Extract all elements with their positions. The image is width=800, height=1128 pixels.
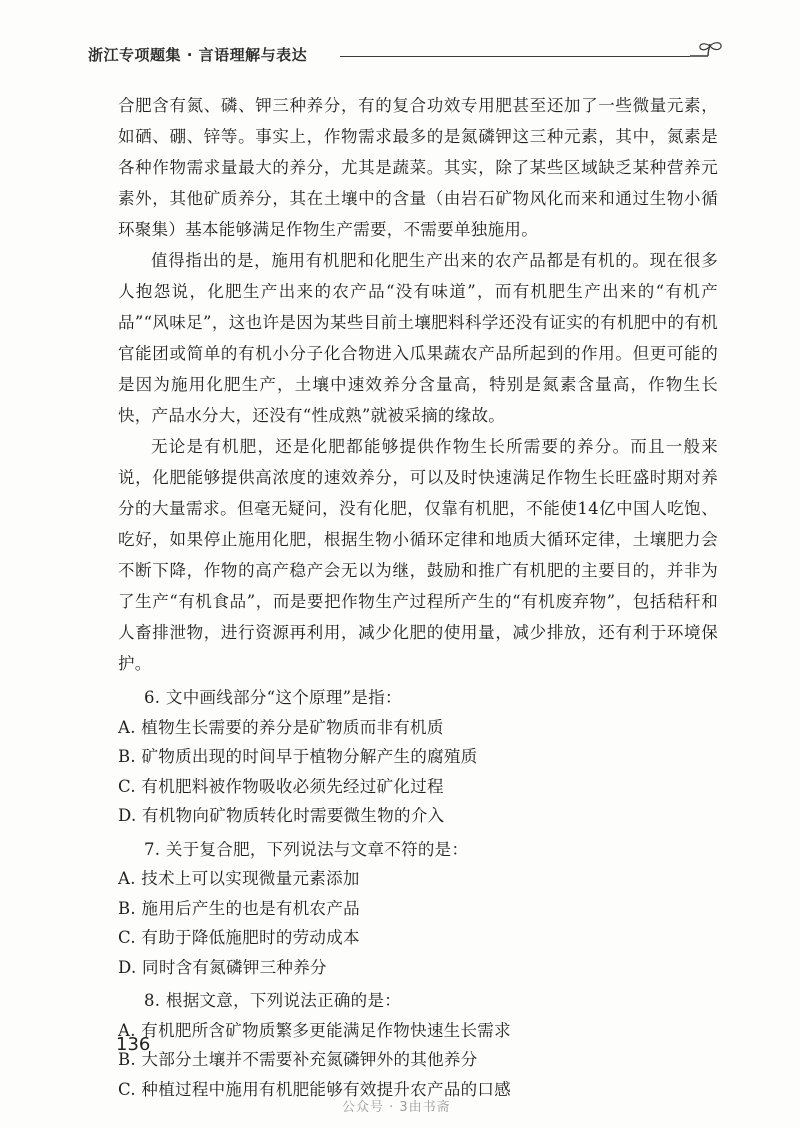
option-b[interactable]: B. 矿物质出现的时间早于植物分解产生的腐殖质 (118, 747, 478, 766)
option-a[interactable]: A. 有机肥所含矿物质繁多更能满足作物快速生长需求 (118, 1020, 511, 1040)
option-c[interactable]: C. 有助于降低施肥时的劳动成本 (118, 928, 360, 947)
sprout-icon (688, 40, 728, 70)
option-d[interactable]: D. 同时含有氮磷钾三种养分 (118, 957, 327, 977)
question-8 (118, 986, 718, 1104)
question-stem: 8. 根据文意，下列说法正确的是： (144, 991, 402, 1010)
page-header (88, 38, 728, 78)
question-7 (118, 835, 718, 983)
header-rule (340, 56, 690, 57)
paragraph-1: 合肥含有氮、磷、钾三种养分，有的复合功效专用肥甚至还加了一些微量元素，如硒、硼、锌等。事实上，作物需求最多的是氮磷钾这三种元素，其中，氮素是各种作物需求量最大的养分，尤其是蔬菜。其实，除了某些区域缺乏某种营养元素外，其他矿质养分，其在土壤中的含量（由岩石矿物风化而来和通过生物小循环聚集）基本能够满足作物生产需要，不需要单独施用。 (118, 96, 718, 239)
page-number: 136 (116, 1034, 151, 1055)
option-b[interactable]: B. 施用后产生的也是有机农产品 (118, 898, 360, 918)
option-d[interactable]: D. 有机物向矿物质转化时需要微生物的介入 (118, 806, 445, 825)
watermark: 公众号 · 3由书斋 (342, 1100, 451, 1115)
article-body (118, 90, 718, 1104)
paragraph-2: 值得指出的是，施用有机肥和化肥生产出来的农产品都是有机的。现在很多人抱怨说，化肥生产出来的农产品“没有味道”，而有机肥生产出来的“有机产品”“风味足”，这也许是因为某些目前土壤肥料科学还没有证实的有机肥中的有机官能团或简单的有机小分子化合物进入瓜果蔬农产品所起到的作用。但更可能的是因为施用化肥生产，土壤中速效养分含量高，特别是氮素含量高，作物生长快，产品水分大，还没有“性成熟”就被采摘的缘故。 (118, 251, 718, 425)
option-a[interactable]: A. 植物生长需要的养分是矿物质而非有机质 (118, 717, 444, 737)
option-c[interactable]: C. 有机肥料被作物吸收必须先经过矿化过程 (118, 776, 444, 796)
question-6 (118, 683, 718, 831)
question-stem: 7. 关于复合肥，下列说法与文章不符的是： (144, 839, 469, 859)
header-title: 浙江专项题集 · 言语理解与表达 (88, 46, 308, 64)
option-a[interactable]: A. 技术上可以实现微量元素添加 (118, 869, 360, 888)
option-b[interactable]: B. 大部分土壤并不需要补充氮磷钾外的其他养分 (118, 1050, 478, 1069)
option-c[interactable]: C. 种植过程中施用有机肥能够有效提升农产品的口感 (118, 1079, 512, 1099)
paragraph-3: 无论是有机肥，还是化肥都能够提供作物生长所需要的养分。而且一般来说，化肥能够提供高浓度的速效养分，可以及时快速满足作物生长旺盛时期对养分的大量需求。但毫无疑问，没有化肥，仅靠有机肥，不能使14亿中国人吃饱、吃好，如果停止施用化肥，根据生物小循环定律和地质大循环定律，土壤肥力会不断下降，作物的高产稳产会无以为继，鼓励和推广有机肥的主要目的，并非为了生产“有机食品”，而是要把作物生产过程所产生的“有机废弃物”，包括秸秆和人畜排泄物，进行资源再利用，减少化肥的使用量，减少排放，还有利于环境保护。 (118, 437, 718, 673)
question-stem: 6. 文中画线部分“这个原理”是指： (144, 688, 402, 707)
